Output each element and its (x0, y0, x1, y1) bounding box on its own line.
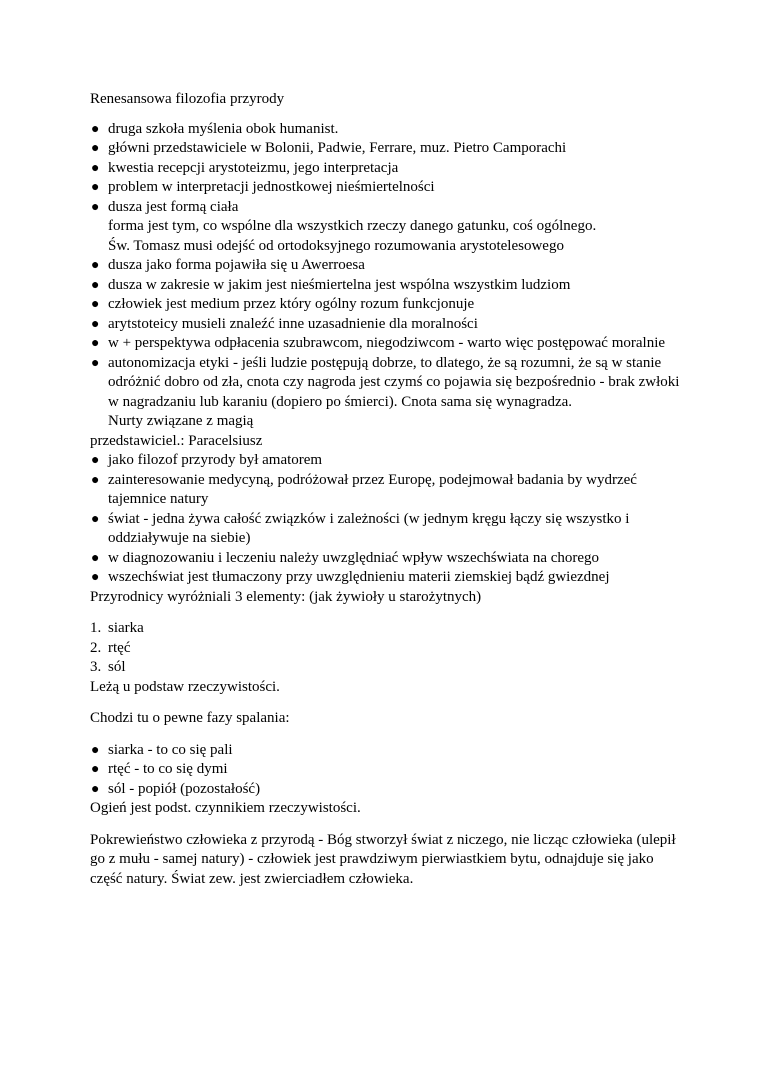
list-item-text: rtęć - to co się dymi (108, 761, 228, 777)
list-item (90, 334, 680, 354)
bullet-icon: ● (91, 511, 100, 527)
list-item (90, 549, 680, 569)
elements-intro: Przyrodnicy wyróżniali 3 elementy: (jak żywioły u starożytnych) (90, 588, 482, 605)
phases-intro: Chodzi tu o pewne fazy spalania: (90, 710, 290, 726)
list-item (90, 510, 680, 549)
document-page (90, 90, 680, 889)
fire-line: Ogień jest podst. czynnikiem rzeczywistości. (90, 800, 361, 816)
list-item-text: w + perspektywa odpłacenia szubrawcom, niegodziwcom - warto więc postępować moralnie (108, 335, 666, 351)
bullet-icon: ● (91, 297, 100, 312)
list-item-text: siarka - to co się pali (108, 741, 233, 758)
list-item (90, 760, 680, 780)
list-item (90, 658, 680, 678)
bullet-icon: ● (91, 336, 100, 351)
main-bullet-list (90, 120, 680, 432)
bullet-icon: ● (91, 160, 100, 176)
list-item-continuation: Św. Tomasz musi odejść od ortodoksyjnego rozumowania arystotelesowego (108, 237, 564, 254)
list-item-text: sól - popiół (pozostałość) (108, 780, 261, 797)
bullet-icon: ● (91, 570, 100, 585)
list-item-text: główni przedstawiciele w Bolonii, Padwie, Ferrare, muz. Pietro Camporachi (108, 140, 567, 156)
bullet-icon: ● (91, 453, 100, 468)
bullet-icon: ● (91, 472, 100, 488)
bullet-icon: ● (91, 277, 100, 293)
list-number: 2. (90, 639, 102, 656)
bullet-icon: ● (91, 258, 100, 273)
list-number: 3. (90, 659, 102, 675)
list-item (90, 619, 680, 639)
bullet-icon: ● (91, 355, 100, 371)
list-item-text: człowiek jest medium przez który ogólny rozum funkcjonuje (108, 296, 475, 312)
list-item (90, 639, 680, 659)
list-item-text: dusza w zakresie w jakim jest nieśmiertelna jest wspólna wszystkim ludziom (108, 276, 571, 293)
list-number: 1. (90, 620, 102, 636)
list-item-text: zainteresowanie medycyną, podróżował przez Europę, podejmował badania by wydrzeć tajemnice natury (108, 471, 637, 507)
bullet-icon: ● (91, 199, 100, 215)
list-item (90, 159, 680, 179)
elements-outro: Leżą u podstaw rzeczywistości. (90, 678, 280, 695)
list-item (90, 198, 680, 257)
list-item-continuation: Nurty związane z magią (108, 413, 254, 429)
list-item-text: autonomizacja etyki - jeśli ludzie postępują dobrze, to dlatego, że są rozumni, że są w stanie odróżnić dobro od zła, cnota czy nagroda jest czymś co pojawia się bezpośrednio - brak zwłoki w nagradzaniu lub karaniu (dopiero po śmierci). Cnota sama się wynagradza. (108, 354, 680, 410)
bullet-icon: ● (91, 781, 100, 797)
list-item (90, 120, 680, 140)
list-item-text: jako filozof przyrody był amatorem (108, 452, 323, 468)
list-item-text: wszechświat jest tłumaczony przy uwzględnieniu materii ziemskiej bądź gwiezdnej (108, 569, 610, 585)
elements-numbered-list (90, 619, 680, 678)
bullet-icon: ● (91, 121, 100, 137)
list-item-text: problem w interpretacji jednostkowej nieśmiertelności (108, 179, 435, 195)
list-item (90, 471, 680, 510)
list-item-text: kwestia recepcji arystoteizmu, jego interpretacja (108, 159, 399, 176)
list-item (90, 354, 680, 432)
list-item (90, 256, 680, 276)
bullet-icon: ● (91, 180, 100, 195)
list-item (90, 315, 680, 335)
list-item (90, 451, 680, 471)
bullet-icon: ● (91, 316, 100, 332)
list-item-text: dusza jest formą ciała (108, 198, 239, 215)
paracelsus-bullet-list (90, 451, 680, 588)
bullet-icon: ● (91, 141, 100, 156)
bullet-icon: ● (91, 550, 100, 566)
list-item (90, 276, 680, 296)
bullet-icon: ● (91, 742, 100, 758)
closing-paragraph: Pokrewieństwo człowieka z przyrodą - Bóg stworzył świat z niczego, nie licząc człowieka (ulepił go z mułu - samej natury) - człowiek jest prawdziwym pierwiastkiem bytu, odnajduje się jako część natury. Świat zew. jest zwierciadłem człowieka. (90, 831, 676, 887)
list-item (90, 780, 680, 800)
list-item-text: druga szkoła myślenia obok humanist. (108, 120, 339, 137)
list-item-text: arytstoteicy musieli znaleźć inne uzasadnienie dla moralności (108, 315, 478, 332)
list-item-text: rtęć (108, 639, 131, 656)
list-item (90, 295, 680, 315)
list-item-text: sól (108, 659, 126, 675)
phases-bullet-list (90, 741, 680, 800)
list-item (90, 568, 680, 588)
bullet-icon: ● (91, 762, 100, 777)
list-item-text: siarka (108, 620, 144, 636)
list-item (90, 178, 680, 198)
list-item-text: w diagnozowaniu i leczeniu należy uwzględniać wpływ wszechświata na chorego (108, 549, 600, 566)
document-title: Renesansowa filozofia przyrody (90, 91, 285, 107)
list-item (90, 139, 680, 159)
list-item (90, 741, 680, 761)
list-item-text: świat - jedna żywa całość związków i zależności (w jednym kręgu łączy się wszystko i oddziaływuje na siebie) (108, 510, 630, 546)
list-item-continuation: forma jest tym, co wspólne dla wszystkich rzeczy danego gatunku, coś ogólnego. (108, 218, 597, 234)
list-item-text: dusza jako forma pojawiła się u Awerroesa (108, 257, 365, 273)
representative-line: przedstawiciel.: Paracelsiusz (90, 432, 263, 449)
